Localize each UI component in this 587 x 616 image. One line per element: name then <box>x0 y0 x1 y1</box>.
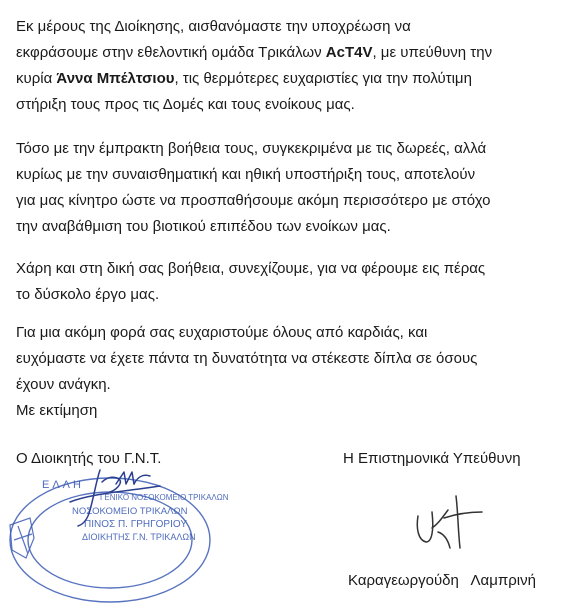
text-line: για μας κίνητρο ώστε να προσπαθήσουμε ακόμη περισσότερο με στόχο <box>16 192 491 209</box>
paragraph-support <box>16 136 578 240</box>
text-segment: εκφράσουμε στην εθελοντική ομάδα Τρικάλων <box>16 44 326 61</box>
responsible-person-name: Άννα Μπέλτσιου <box>56 70 175 87</box>
text-line: ευχόμαστε να έχετε πάντα τη δυνατότητα να στέκεστε δίπλα σε όσους <box>16 350 478 367</box>
paragraph-closing-thanks <box>16 320 578 398</box>
scientific-lead-name: Καραγεωργούδη Λαμπρινή <box>348 572 536 589</box>
text-line: κυρίως με την συναισθηματική και ηθική υποστήριξη τους, αποτελούν <box>16 166 476 183</box>
paragraph-continue <box>16 256 578 308</box>
text-line <box>16 66 578 92</box>
stamp-text: ΠΙΝΟΣ Π. ΓΡΗΓΟΡΙΟΥ <box>84 519 187 530</box>
director-signature <box>60 462 180 532</box>
text-line: Τόσο με την έμπρακτη βοήθεια τους, συγκεκριμένα με τις δωρεές, αλλά <box>16 140 487 157</box>
director-title: Ο Διοικητής του Γ.Ν.Τ. <box>16 450 162 467</box>
text-line: την αναβάθμιση του βιοτικού επιπέδου των ενοίκων μας. <box>16 218 391 235</box>
text-line: Εκ μέρους της Διοίκησης, αισθανόμαστε την υποχρέωση να <box>16 18 411 35</box>
text-line <box>16 40 578 66</box>
text-line: έχουν ανάγκη. <box>16 376 111 393</box>
text-segment: , με υπεύθυνη την <box>372 44 493 61</box>
text-line: Χάρη και στη δική σας βοήθεια, συνεχίζουμε, για να φέρουμε εις πέρας <box>16 260 486 277</box>
stamp-text: ΔΙΟΙΚΗΤΗΣ Γ.Ν. ΤΡΙΚΑΛΩΝ <box>82 532 196 542</box>
stamp-text: ΕΛΛΗ <box>42 479 84 491</box>
text-segment: , τις θερμότερες ευχαριστίες για την πολύτιμη <box>174 70 472 87</box>
stamp-text: ΓΕΝΙΚΟ ΝΟΣΟΚΟΜΕΙΟ ΤΡΙΚΑΛΩΝ <box>100 493 229 502</box>
text-line: Για μια ακόμη φορά σας ευχαριστούμε όλους από καρδιάς, και <box>16 324 428 341</box>
paragraph-thanks <box>16 14 578 118</box>
text-segment: κυρία <box>16 70 57 87</box>
text-line: στήριξη τους προς τις Δομές και τους ενοίκους μας. <box>16 96 355 113</box>
closing-salutation: Με εκτίμηση <box>16 402 98 419</box>
scientific-lead-signature <box>408 488 488 558</box>
team-name: AcT4V <box>325 44 373 61</box>
stamp-text: ΝΟΣΟΚΟΜΕΙΟ ΤΡΙΚΑΛΩΝ <box>72 506 188 517</box>
text-line: το δύσκολο έργο μας. <box>16 286 160 303</box>
scientific-lead-title: Η Επιστημονικά Υπεύθυνη <box>343 450 521 467</box>
